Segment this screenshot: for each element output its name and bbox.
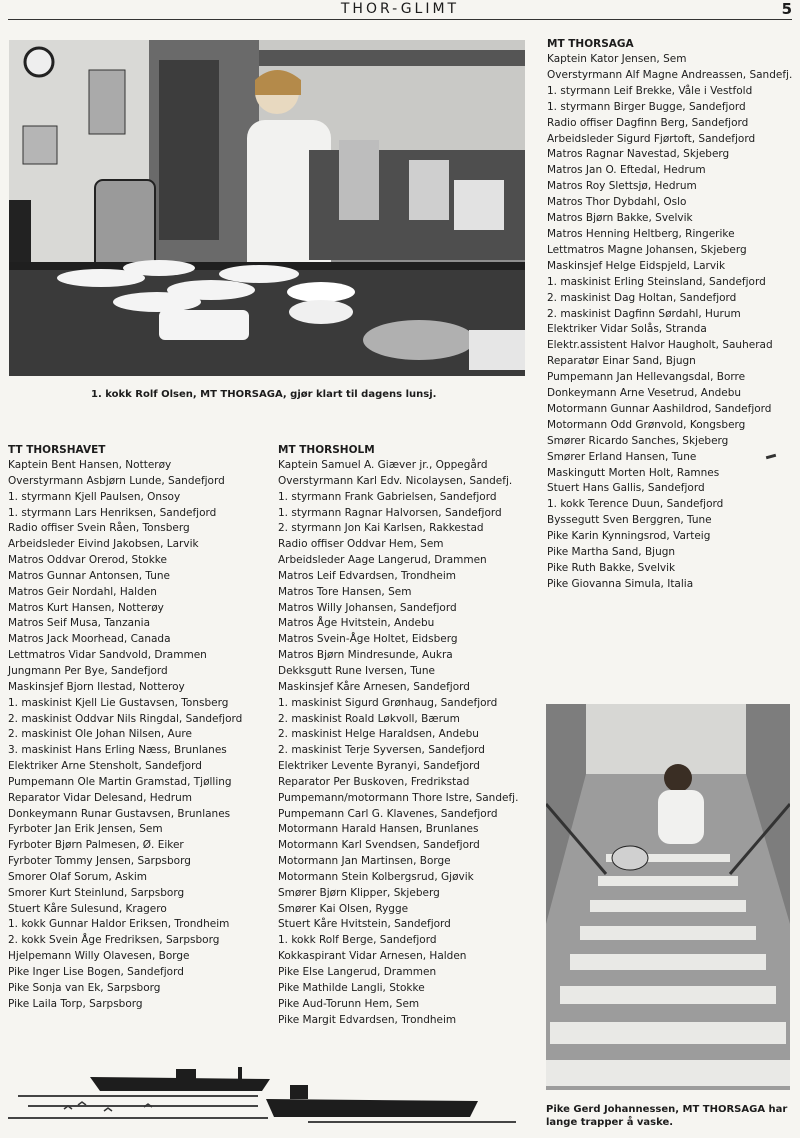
page-number: 5 <box>781 0 792 18</box>
crew-entry: Pike Laila Torp, Sarpsborg <box>8 997 143 1010</box>
crew-entry: Stuert Kåre Sulesund, Kragero <box>8 902 167 915</box>
crew-entry: Pike Mathilde Langli, Stokke <box>278 981 425 994</box>
crew-entry: 2. maskinist Dagfinn Sørdahl, Hurum <box>547 307 741 320</box>
crew-entry: Pike Sonja van Ek, Sarpsborg <box>8 981 161 994</box>
thorsaga-crew-list <box>547 52 797 593</box>
crew-entry: Matros Jan O. Eftedal, Hedrum <box>547 164 706 177</box>
crew-entry: Maskinsjef Kåre Arnesen, Sandefjord <box>278 680 470 693</box>
kitchen-photo-caption: 1. kokk Rolf Olsen, MT THORSAGA, gjør klart til dagens lunsj. <box>91 389 437 400</box>
kitchen-illustration <box>9 40 525 376</box>
thorsaga-title: MT THORSAGA <box>547 38 634 50</box>
crew-entry: Donkeymann Arne Vesetrud, Andebu <box>547 387 742 400</box>
crew-entry: Elektriker Levente Byranyi, Sandefjord <box>278 760 480 773</box>
crew-entry: 1. styrmann Ragnar Halvorsen, Sandefjord <box>278 506 502 519</box>
crew-entry: Fyrboter Tommy Jensen, Sarpsborg <box>8 855 191 868</box>
crew-entry: 2. kokk Svein Åge Fredriksen, Sarpsborg <box>8 934 220 947</box>
crew-entry: Arbeidsleder Aage Langerud, Drammen <box>278 554 487 567</box>
ships-silhouette <box>8 1055 516 1127</box>
thorsholm-title: MT THORSHOLM <box>278 444 375 456</box>
crew-entry: Pike Giovanna Simula, Italia <box>547 577 694 590</box>
crew-entry: Pumpemann Jan Hellevangsdal, Borre <box>547 371 746 384</box>
crew-entry: Radio offiser Dagfinn Berg, Sandefjord <box>547 116 749 129</box>
crew-entry: Matros Tore Hansen, Sem <box>278 585 412 598</box>
crew-entry: Jungmann Per Bye, Sandefjord <box>8 664 168 677</box>
header-divider <box>8 19 792 20</box>
crew-entry: Kokkaspirant Vidar Arnesen, Halden <box>278 950 467 963</box>
thorsaga-column <box>547 36 797 593</box>
stairs-illustration <box>546 704 790 1090</box>
crew-entry: 1. styrmann Birger Bugge, Sandefjord <box>547 100 746 113</box>
crew-entry: 2. maskinist Roald Løkvoll, Bærum <box>278 712 460 725</box>
crew-entry: 2. maskinist Dag Holtan, Sandefjord <box>547 291 737 304</box>
crew-entry: Matros Bjørn Mindresunde, Aukra <box>278 649 453 662</box>
crew-entry: Pike Karin Kynningsrod, Varteig <box>547 530 711 543</box>
crew-entry: Elektr.assistent Halvor Haugholt, Sauherad <box>547 339 773 352</box>
crew-entry: Elektriker Vidar Solås, Stranda <box>547 323 707 336</box>
crew-entry: Arbeidsleder Sigurd Fjørtoft, Sandefjord <box>547 132 756 145</box>
crew-entry: Fyrboter Jan Erik Jensen, Sem <box>8 823 163 836</box>
crew-entry: Smører Erland Hansen, Tune <box>547 450 697 463</box>
crew-entry: Donkeymann Runar Gustavsen, Brunlanes <box>8 807 231 820</box>
crew-entry: 1. styrmann Leif Brekke, Våle i Vestfold <box>547 84 753 97</box>
crew-entry: Matros Leif Edvardsen, Trondheim <box>278 569 456 582</box>
thorsholm-column <box>278 442 528 1028</box>
crew-entry: Matros Thor Dybdahl, Oslo <box>547 196 687 209</box>
crew-entry: Lettmatros Magne Johansen, Skjeberg <box>547 243 747 256</box>
crew-entry: Reparatør Einar Sand, Bjugn <box>547 355 696 368</box>
crew-entry: Motormann Stein Kolbergsrud, Gjøvik <box>278 870 474 883</box>
crew-entry: 1. kokk Rolf Berge, Sandefjord <box>278 934 437 947</box>
crew-entry: Radio offiser Svein Råen, Tonsberg <box>8 522 190 535</box>
crew-entry: Fyrboter Bjørn Palmesen, Ø. Eiker <box>8 839 184 852</box>
crew-entry: Matros Svein-Åge Holtet, Eidsberg <box>278 633 458 646</box>
crew-entry: Smører Kai Olsen, Rygge <box>278 902 409 915</box>
stairs-photo <box>546 704 790 1090</box>
crew-entry: 1. styrmann Lars Henriksen, Sandefjord <box>8 506 217 519</box>
kitchen-photo <box>9 40 525 376</box>
crew-entry: Radio offiser Oddvar Hem, Sem <box>278 538 444 551</box>
crew-entry: Motormann Karl Svendsen, Sandefjord <box>278 839 480 852</box>
crew-entry: Kaptein Bent Hansen, Notterøy <box>8 459 172 471</box>
page-header <box>0 0 800 22</box>
crew-entry: Maskingutt Morten Holt, Ramnes <box>547 466 720 479</box>
crew-entry: Matros Seif Musa, Tanzania <box>8 617 151 630</box>
crew-entry: 1. styrmann Kjell Paulsen, Onsoy <box>8 490 181 503</box>
crew-entry: 2. maskinist Helge Haraldsen, Andebu <box>278 728 479 741</box>
crew-entry: Matros Åge Hvitstein, Andebu <box>278 617 435 630</box>
crew-entry: Motormann Gunnar Aashildrod, Sandefjord <box>547 402 772 415</box>
crew-entry: Matros Ragnar Navestad, Skjeberg <box>547 148 730 161</box>
crew-entry: 1. styrmann Frank Gabrielsen, Sandefjord <box>278 490 497 503</box>
thorshavet-crew-list <box>8 458 273 1013</box>
crew-entry: Matros Willy Johansen, Sandefjord <box>278 601 457 614</box>
crew-entry: Elektriker Arne Stensholt, Sandefjord <box>8 760 202 773</box>
crew-entry: Pumpemann/motormann Thore Istre, Sandefj. <box>278 791 519 804</box>
crew-entry: 2. maskinist Oddvar Nils Ringdal, Sandefjord <box>8 712 243 725</box>
crew-entry: Pike Ruth Bakke, Svelvik <box>547 562 676 574</box>
crew-entry: Smorer Kurt Steinlund, Sarpsborg <box>8 886 185 899</box>
crew-entry: 1. maskinist Sigurd Grønhaug, Sandefjord <box>278 696 498 709</box>
thorshavet-column <box>8 442 273 1013</box>
crew-entry: Matros Jack Moorhead, Canada <box>8 633 171 646</box>
crew-entry: 1. maskinist Erling Steinsland, Sandefjord <box>547 275 766 288</box>
crew-entry: Maskinsjef Bjorn Ilestad, Notteroy <box>8 680 185 693</box>
magazine-title: THOR-GLIMT <box>340 1 460 17</box>
crew-entry: Overstyrmann Karl Edv. Nicolaysen, Sandefj. <box>278 474 513 487</box>
crew-entry: Reparator Vidar Delesand, Hedrum <box>8 791 192 804</box>
crew-entry: Byssegutt Sven Berggren, Tune <box>547 514 712 527</box>
crew-entry: 1. kokk Terence Duun, Sandefjord <box>547 498 724 511</box>
crew-entry: Pike Margit Edvardsen, Trondheim <box>278 1013 457 1026</box>
crew-entry: Pike Else Langerud, Drammen <box>278 966 437 978</box>
crew-entry: Smører Ricardo Sanches, Skjeberg <box>547 434 729 447</box>
crew-entry: 1. kokk Gunnar Haldor Eriksen, Trondheim <box>8 918 230 931</box>
crew-entry: Kaptein Kator Jensen, Sem <box>547 53 687 65</box>
crew-entry: Lettmatros Vidar Sandvold, Drammen <box>8 649 207 662</box>
crew-entry: Overstyrmann Asbjørn Lunde, Sandefjord <box>8 474 225 487</box>
crew-entry: 2. styrmann Jon Kai Karlsen, Rakkestad <box>278 522 484 535</box>
crew-entry: 2. maskinist Terje Syversen, Sandefjord <box>278 744 485 757</box>
crew-entry: Stuert Hans Gallis, Sandefjord <box>547 482 705 495</box>
crew-entry: Pumpemann Ole Martin Gramstad, Tjølling <box>8 775 232 788</box>
crew-entry: Matros Kurt Hansen, Notterøy <box>8 601 164 614</box>
crew-entry: Pike Aud-Torunn Hem, Sem <box>278 997 420 1010</box>
crew-entry: Matros Gunnar Antonsen, Tune <box>8 569 171 582</box>
crew-entry: Smører Bjørn Klipper, Skjeberg <box>278 886 440 899</box>
crew-entry: Hjelpemann Willy Olavesen, Borge <box>8 950 190 963</box>
crew-entry: Smorer Olaf Sorum, Askim <box>8 870 148 883</box>
crew-entry: Matros Roy Slettsjø, Hedrum <box>547 180 697 193</box>
crew-entry: 3. maskinist Hans Erling Næss, Brunlanes <box>8 744 227 757</box>
thorshavet-title: TT THORSHAVET <box>8 444 106 456</box>
crew-entry: Motormann Jan Martinsen, Borge <box>278 855 451 868</box>
crew-entry: Maskinsjef Helge Eidspjeld, Larvik <box>547 259 726 272</box>
stairs-photo-caption: Pike Gerd Johannessen, MT THORSAGA har lange trapper å vaske. <box>546 1104 788 1128</box>
crew-entry: Matros Oddvar Orerod, Stokke <box>8 554 167 567</box>
crew-entry: 2. maskinist Ole Johan Nilsen, Aure <box>8 728 192 741</box>
crew-entry: Matros Geir Nordahl, Halden <box>8 585 157 598</box>
crew-entry: Matros Henning Heltberg, Ringerike <box>547 227 735 240</box>
crew-entry: Kaptein Samuel A. Giæver jr., Oppegård <box>278 459 488 471</box>
crew-entry: Dekksgutt Rune Iversen, Tune <box>278 664 435 677</box>
crew-entry: Motormann Harald Hansen, Brunlanes <box>278 823 479 836</box>
crew-entry: 1. maskinist Kjell Lie Gustavsen, Tonsberg <box>8 696 229 709</box>
crew-entry: Overstyrmann Alf Magne Andreassen, Sandefj. <box>547 68 793 81</box>
crew-entry: Motormann Odd Grønvold, Kongsberg <box>547 418 746 431</box>
crew-entry: Pumpemann Carl G. Klavenes, Sandefjord <box>278 807 498 820</box>
crew-entry: Pike Inger Lise Bogen, Sandefjord <box>8 966 184 978</box>
crew-entry: Reparator Per Buskoven, Fredrikstad <box>278 775 470 788</box>
crew-entry: Matros Bjørn Bakke, Svelvik <box>547 212 693 225</box>
thorsholm-crew-list <box>278 458 528 1028</box>
crew-entry: Arbeidsleder Eivind Jakobsen, Larvik <box>8 538 199 551</box>
ships-illustration <box>8 1055 516 1127</box>
crew-entry: Stuert Kåre Hvitstein, Sandefjord <box>278 918 451 931</box>
crew-entry: Pike Martha Sand, Bjugn <box>547 546 676 559</box>
